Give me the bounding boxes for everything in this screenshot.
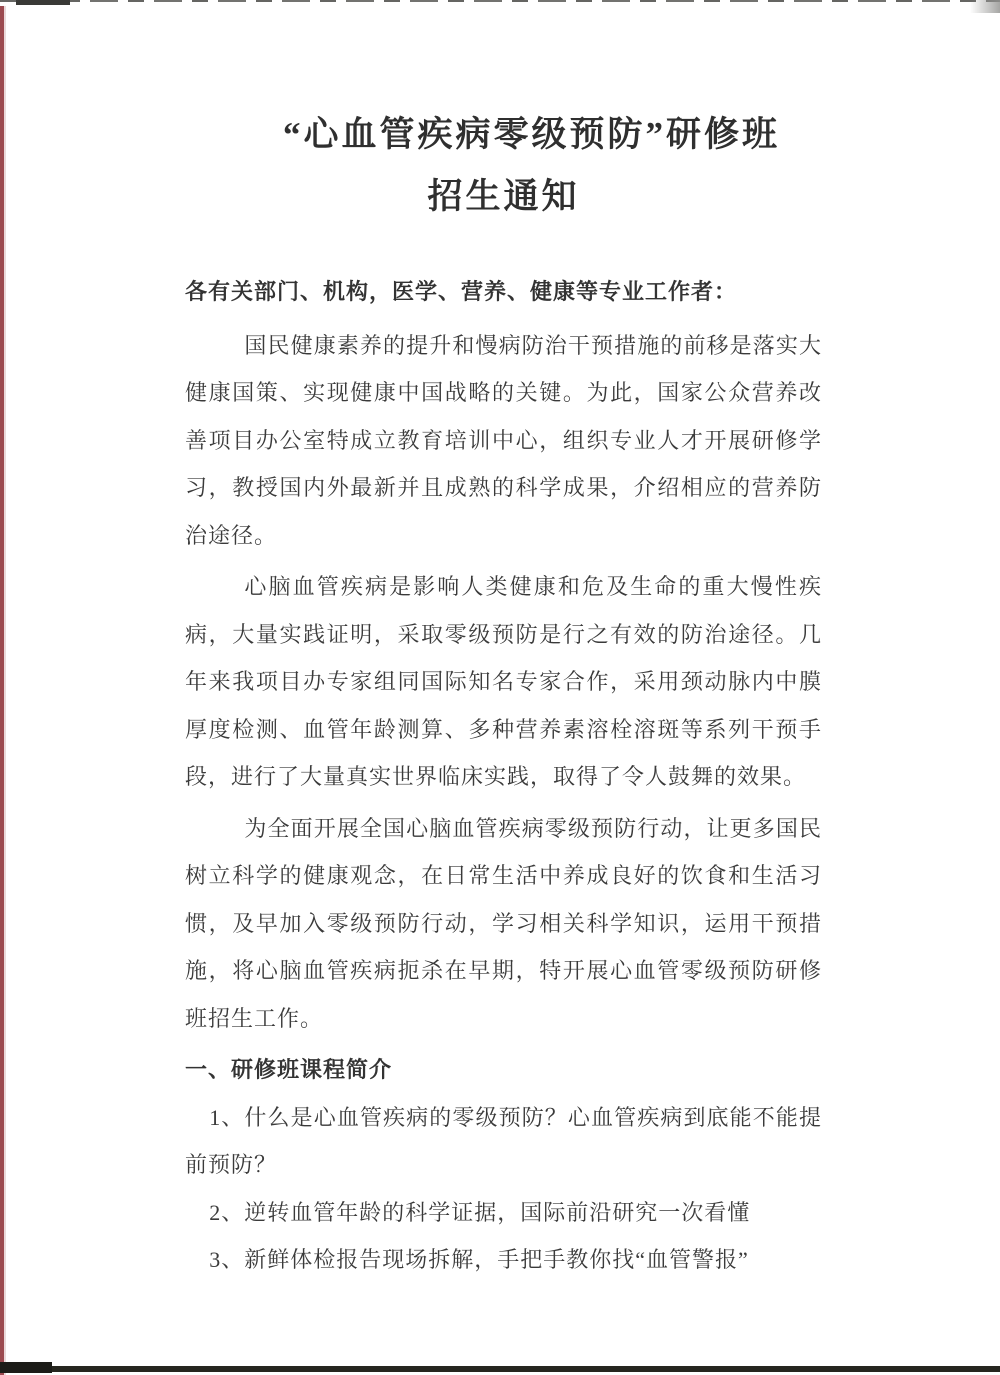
document-title: [185, 104, 822, 228]
scan-bottom-left-mark: [0, 1362, 52, 1373]
paragraph-3: 为全面开展全国心脑血管疾病零级预防行动，让更多国民树立科学的健康观念，在日常生活中养成良好的饮食和生活习惯，及早加入零级预防行动，学习相关科学知识，运用干预措施，将心脑血管疾病扼杀在早期，特开展心血管零级预防研修班招生工作。: [185, 815, 822, 1031]
section-heading: 一、研修班课程简介: [185, 1057, 393, 1082]
scan-top-right-smudge: [970, 0, 1000, 13]
paragraph-2: 心脑血管疾病是影响人类健康和危及生命的重大慢性疾病，大量实践证明，采取零级预防是行之有效的防治途径。几年来我项目办专家组同国际知名专家合作，采用颈动脉内中膜厚度检测、血管年龄测算、多种营养素溶栓溶斑等系列干预手段，进行了大量真实世界临床实践，取得了令人鼓舞的效果。: [185, 574, 822, 789]
scan-top-left-mark: [16, 0, 70, 5]
scan-left-edge-stripe-shadow: [4, 6, 6, 1375]
course-item-1: 1、什么是心血管疾病的零级预防？心血管疾病到底能不能提前预防？: [185, 1104, 822, 1177]
salutation-line: 各有关部门、机构，医学、营养、健康等专业工作者：: [185, 279, 738, 304]
course-item-3: 3、新鲜体检报告现场拆解，手把手教你找“血管警报”: [209, 1247, 749, 1272]
title-line-2: 招生通知: [427, 177, 580, 216]
scan-bottom-edge-bar: [14, 1366, 1000, 1372]
title-line-1: “心血管疾病零级预防”研修班: [282, 115, 780, 154]
document-content: [185, 104, 822, 1284]
paragraph-1: 国民健康素养的提升和慢病防治干预措施的前移是落实大健康国策、实现健康中国战略的关键。为此，国家公众营养改善项目办公室特成立教育培训中心，组织专业人才开展研修学习，教授国内外最新并且成熟的科学成果，介绍相应的营养防治途径。: [185, 332, 822, 548]
course-item-2: 2、逆转血管年龄的科学证据，国际前沿研究一次看懂: [209, 1199, 751, 1225]
scan-top-edge-artifact: [0, 0, 1000, 2]
